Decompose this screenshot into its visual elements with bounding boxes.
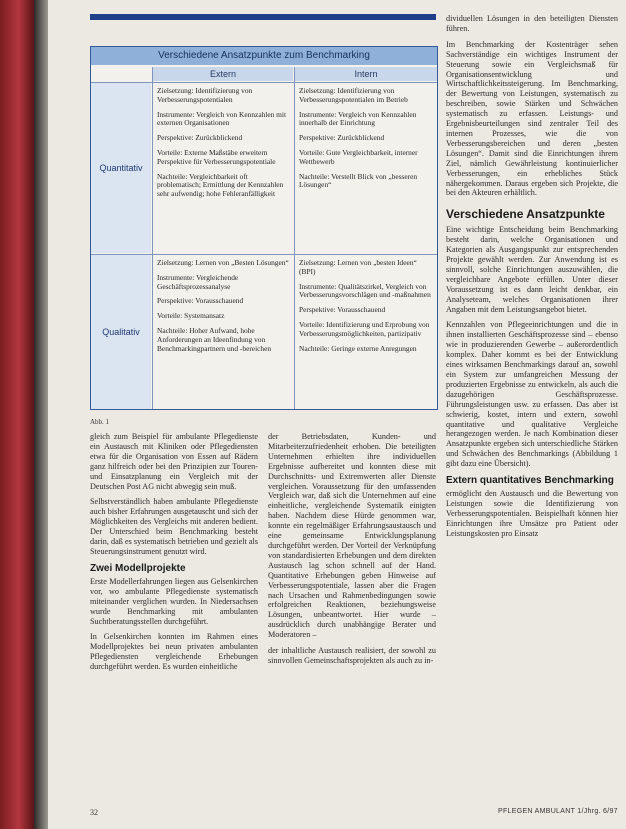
cell-line: Perspektive: Vorausschauend — [157, 296, 244, 306]
cell-qual-extern — [157, 259, 291, 359]
cell-line: Instrumente: Qualitätszirkel, Vergleich von Verbesserungsvorschlägen und -maßnahmen — [299, 281, 431, 300]
cell-line: Zielsetzung: Identifizierung von Verbesserungspotentialen — [157, 86, 253, 104]
row-label-quantitativ: Quantitativ — [91, 83, 151, 253]
cell-line: Perspektive: Vorausschauend — [299, 305, 386, 315]
paragraph: ermöglicht den Austausch und die Bewertung von Leistungen sowie die Identifizierung von Verbesserungspotentialen. Beispielhaft können hier Einrichtungen ihre Umsätze pro Patient oder Leistungskosten pro Einsatz — [446, 489, 618, 538]
cell-line: Instrumente: Vergleich von Kennzahlen innerhalb der Einrichtung — [299, 109, 417, 128]
cell-line: Zielsetzung: Lernen von „besten Ideen“ (BPI) — [299, 258, 417, 276]
paragraph: dividuellen Lösungen in den beteiligten Diensten führen. — [446, 14, 618, 33]
paragraph: Im Benchmarking der Kostenträger sehen Sachverständige ein wichtiges Instrument der Steuerung sowie ein Vergleichsmaß für Organisationsentwicklung und Wirtschaftlichkeitssteigerung. Im Benchmarking, der Bewertung von Leistungen, systematisch zu beschreiben, sowie Stärken und Schwächen systematisch zu erfassen. Leistungs- und Ergebnisbeurteilungen sind zentraler Teil des internen Prozesses, wie die von Verbesserungsbereichen und deren „besten Lösungen“. Damit sind die Einrichtungen ihrem Ziel, nämlich Gewährleistung kontinuierlicher Verbesserungen, ein erhebliches Stück nähergekommen. Daraus ergeben sich Projekte, die bei den Akteuren erhältlich. — [446, 39, 618, 198]
cell-line: Nachteile: Vergleichbarkeit oft problematisch; Ermittlung der Kennzahlen sehr aufwendig; hohe Fehleranfälligkeit — [157, 171, 284, 199]
cell-quant-intern — [299, 87, 433, 196]
text-column-left — [90, 432, 258, 802]
table-divider — [294, 67, 295, 409]
paragraph: gleich zum Beispiel für ambulante Pflegedienste ein Austausch mit Kliniken oder Pflegediensten etwa für die Organisation von Essen auf Rädern ganz hilfreich oder bei den Prinzipien zur Touren- und Einsatzplanung ein Vergleich mit der Deutschen Post AG nicht abwegig sein muß. — [90, 432, 258, 491]
paragraph: der inhaltliche Austausch realisiert, der sowohl zu sinnvollen Gemeinschaftsprojekten als auch zu in- — [268, 646, 436, 665]
text-column-right — [446, 14, 618, 804]
table-divider — [91, 82, 437, 83]
cell-line: Zielsetzung: Lernen von „Besten Lösungen“ — [157, 258, 289, 267]
cell-line: Instrumente: Vergleich von Kennzahlen mit externen Organisationen — [157, 109, 287, 128]
paragraph: der Betriebsdaten, Kunden- und Mitarbeiterzufriedenheit erhoben. Die beteiligten Unternehmen erhielten ihre individuellen Ergebnisse aufbereitet und konnten diese mit Durchschnitts- und Extremwerten aller Dienste vergleichen. Voraussetzung für den umfassenden Vergleich war, daß sich die Unternehmen auf eine einheitliche, vergleichende Systematik einigten haben. Nachdem diese Hürde genommen war, konnte ein regelmäßiger Erfahrungsaustausch und eine gemeinsame Entwicklungsplanung durchgeführt werden. Der Vorteil der Verknüpfung von standardisierten Erhebungen und dem direkten Austausch lag schon schnell auf der Hand. Quantitative Erhebungen geben Hinweise auf Verbesserungspotentiale, lassen aber die Fragen nach Ursachen und Rahmenbedingungen sowie erfolgreichen Reaktionen, beziehungsweise Lösungen, unbeantwortet. Hier wurde – ausdrücklich durch unabhängige Berater und Moderatoren – — [268, 432, 436, 640]
cell-line: Vorteile: Externe Maßstäbe erweitern Perspektive für Verbesserungspotentiale — [157, 147, 276, 166]
cell-line: Perspektive: Zurückblickend — [299, 133, 385, 143]
section-heading: Zwei Modellprojekte — [90, 562, 186, 574]
paragraph: Eine wichtige Entscheidung beim Benchmarking besteht darin, welche Organisationen und Kategorien als Ausgangspunkt zur entsprechenden Projekte gewählt werden. Zur Anwendung ist es sinnvoll, solche Einrichtungen auszuwählen, die vergleichbare Angebote erfüllen. Unter dieser Voraussetzung ist es dann leicht denkbar, ein Analyseteam, welches Organisationen ihrer Angaben mit dem Leistungsangebot bietet. — [446, 225, 618, 314]
paragraph: Kennzahlen von Pflegeeinrichtungen und die in ihnen installierten Geschäftsprozesse sind – ebenso wie in produzierenden Gewerbe – außerordentlich komplex. Daher kommt es bei der Entwicklung eines wirksamen Benchmarkings darauf an, sowohl ein System zur umfangreichen Messung der produzierten Ergebnisse zu entwickeln, als auch die dazugehörigen Geschäftsprozesse. Führungsleistungen usw. zu erfassen. Das aber ist schwierig, kostet, intern und extern, sowohl quantitative und qualitative Vergleiche herangezogen werden. Je nach Kombination dieser Ansatzpunkte ergeben sich unterschiedliche Stärken und Schwächen des Benchmarkings (Abbildung 1 gibt dazu eine Übersicht). — [446, 320, 618, 469]
cell-qual-intern — [299, 259, 433, 359]
col-header-intern: Intern — [295, 67, 437, 81]
text-column-middle — [268, 432, 436, 802]
cell-line: Vorteile: Gute Vergleichbarkeit, interner Wettbewerb — [299, 147, 418, 166]
journal-footer: PFLEGEN AMBULANT 1/Jhrg. 6/97 — [498, 808, 618, 815]
cell-line: Zielsetzung: Identifizierung von Verbesserungspotentialen im Betrieb — [299, 86, 408, 104]
cell-line: Vorteile: Identifizierung und Erprobung von Verbesserungsmöglichkeiten, partizipativ — [299, 319, 430, 338]
binding-shadow — [34, 0, 48, 829]
paragraph: Erste Modellerfahrungen liegen aus Gelsenkirchen vor, wo ambulante Pflegedienste systematisch miteinander verglichen wurden. In Niedersachsen wurde Benchmarking mit ambulanten Suchtberatungsstellen durchgeführt. — [90, 576, 258, 626]
cell-line: Instrumente: Vergleichende Geschäftsprozessanalyse — [157, 272, 239, 291]
cell-line: Nachteile: Hoher Aufwand, hohe Anforderungen an Ideenfindung von Benchmarkingpartnern und -bereichen — [157, 325, 272, 353]
cell-line: Vorteile: Systemansatz — [157, 311, 225, 321]
table-divider — [152, 67, 153, 409]
cell-quant-extern — [157, 87, 291, 205]
page-number: 32 — [90, 808, 98, 817]
cell-line: Nachteile: Verstellt Blick von „besseren Lösungen“ — [299, 171, 418, 190]
paragraph: Selbstverständlich haben ambulante Pflegedienste auch bisher Erfahrungen ausgetauscht und sich der Möglichkeiten des Vergleichs mit anderen bedient. Der Unterschied beim Benchmarking besteht darin, daß es systematisch betrieben und gezielt als Steuerungsinstrument genutzt wird. — [90, 497, 258, 556]
figure-caption: Abb. 1 — [90, 418, 110, 426]
cell-line: Nachteile: Geringe externe Anregungen — [299, 343, 417, 353]
book-binding — [0, 0, 34, 829]
header-rule — [90, 14, 436, 20]
col-header-extern: Extern — [153, 67, 293, 81]
section-heading: Verschiedene Ansatzpunkte — [446, 207, 605, 222]
cell-line: Perspektive: Zurückblickend — [157, 133, 243, 143]
paragraph: In Gelsenkirchen konnten im Rahmen eines Modellprojektes bei neun privaten ambulanten Pflegediensten vergleichende Erhebungen durchgeführt werden. Es wurden einheitliche — [90, 632, 258, 672]
table-title: Verschiedene Ansatzpunkte zum Benchmarking — [91, 47, 437, 65]
row-label-qualitativ: Qualitativ — [91, 255, 151, 409]
section-heading: Extern quantitatives Benchmarking — [446, 475, 614, 487]
benchmarking-table — [90, 46, 438, 410]
table-divider — [91, 254, 437, 255]
